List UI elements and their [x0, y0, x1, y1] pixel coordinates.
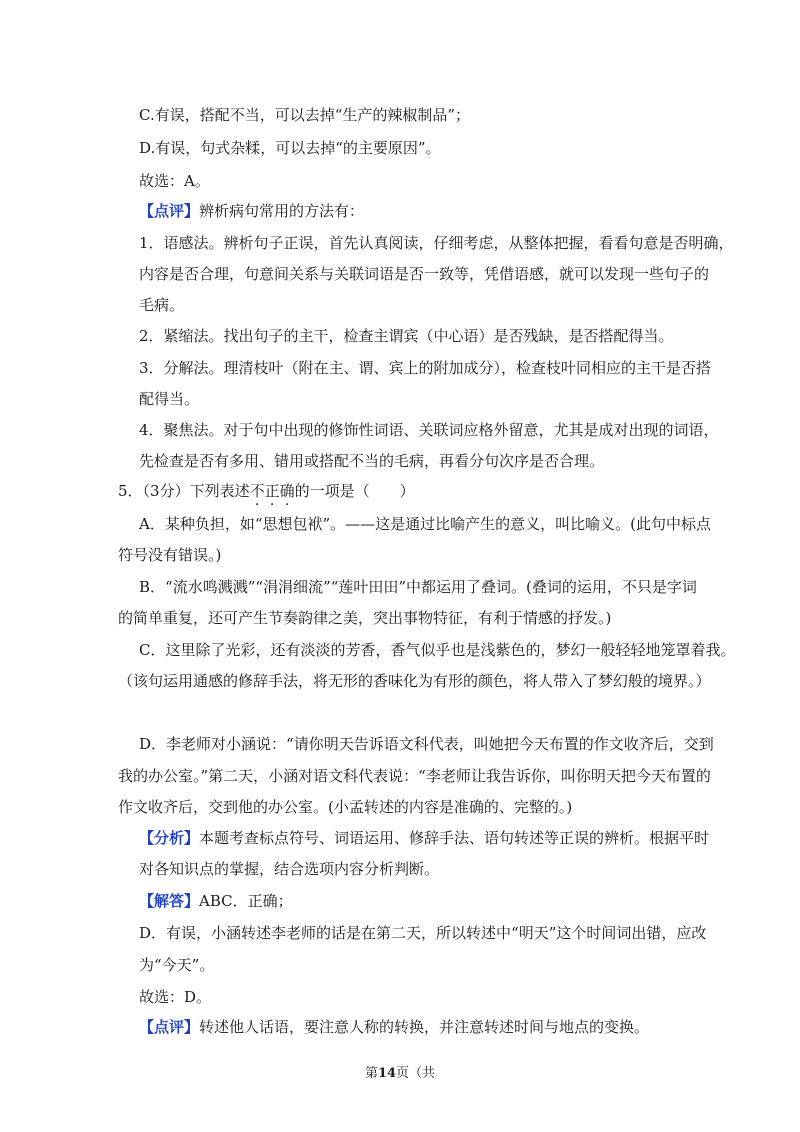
footer-suffix: 页（共	[396, 1066, 436, 1081]
comment-text: 辨析病句常用的方法有：	[199, 202, 365, 220]
method-3-line-1: 3．分解法。理清枝叶（附在主、谓、宾上的附加成分），检查枝叶同相应的主干是否搭	[139, 359, 712, 377]
method-4-line-2: 先检查是否有多用、错用或搭配不当的毛病，再看分句次序是否合理。	[139, 452, 605, 470]
option-d-line-3: 作文收齐后，交到他的办公室。(小孟转述的内容是准确的、完整的。)	[118, 798, 573, 816]
emphasis-char-1: 不	[249, 482, 265, 500]
method-2: 2．紧缩法。找出句子的主干，检查主谓宾（中心语）是否残缺，是否搭配得当。	[139, 327, 674, 345]
comment-tag: 【点评】	[139, 202, 200, 220]
option-d-line-1: D．李老师对小涵说：“请你明天告诉语文科代表，叫她把今天布置的作文收齐后，交到	[139, 735, 714, 753]
emphasis-char-2: 正	[264, 482, 280, 500]
option-d-line-2: 我的办公室。”第二天，小涵对语文科代表说：“李老师让我告诉你，叫你明天把今天布置的	[118, 767, 711, 785]
method-4-line-1: 4．聚焦法。对于句中出现的修饰性词语、关联词应格外留意，尤其是成对出现的词语，	[139, 421, 719, 439]
final-comment	[139, 1017, 649, 1037]
solution-text: ABC．正确；	[199, 892, 293, 910]
answer-choice-d: 故选：D。	[139, 988, 212, 1006]
analysis-line-2: 对各知识点的掌握，结合选项内容分析判断。	[139, 860, 440, 878]
option-b-line-2: 的简单重复，还可产生节奏韵律之美，突出事物特征，有利于情感的抒发。)	[118, 609, 612, 627]
solution-line-3: 为“今天”。	[139, 956, 215, 974]
analysis-heading	[139, 828, 709, 848]
footer-prefix: 第	[364, 1066, 378, 1081]
solution-line-2: D．有误，小涵转述李老师的话是在第二天，所以转述中“明天”这个时间词出错，应改	[139, 924, 707, 942]
question-5-prefix: 5．（3分）下列表述	[118, 482, 250, 500]
method-1-line-1: 1．语感法。辨析句子正误，首先认真阅读，仔细考虑，从整体把握，看看句意是否明确，	[139, 234, 734, 252]
option-c-line-2: （该句运用通感的修辞手法，将无形的香味化为有形的颜色，将人带入了梦幻般的境界。）	[118, 672, 711, 690]
option-c-review: C.有误，搭配不当，可以去掉“生产的辣椒制品”；	[139, 106, 471, 124]
answer-choice-a: 故选：A。	[139, 172, 210, 190]
option-a-line-1: A．某种负担，如“思想包袱”。——这是通过比喻产生的意义，叫比喻义。(此句中标点	[139, 515, 712, 533]
solution-tag: 【解答】	[139, 892, 200, 910]
option-c-line-1: C．这里除了光彩，还有淡淡的芳香，香气似乎也是浅紫色的，梦幻一般轻轻地笼罩着我。	[139, 641, 736, 659]
option-d-review: D.有误，句式杂糅，可以去掉“的主要原因”。	[139, 139, 441, 157]
analysis-tag: 【分析】	[139, 829, 200, 847]
method-1-line-2: 内容是否合理，句意间关系与关联词语是否一致等，凭借语感，就可以发现一些句子的	[139, 265, 710, 283]
final-comment-text: 转述他人话语，要注意人称的转换，并注意转述时间与地点的变换。	[199, 1018, 650, 1036]
page-footer	[0, 1065, 800, 1083]
question-5-stem	[118, 481, 415, 501]
footer-page-number: 14	[377, 1066, 397, 1081]
method-3-line-2: 配得当。	[139, 390, 200, 408]
analysis-text: 本题考查标点符号、词语运用、修辞手法、语句转述等正误的辨析。根据平时	[199, 829, 710, 847]
solution-heading	[139, 891, 293, 911]
comment-heading	[139, 201, 364, 221]
option-b-line-1: B．“流水鸣溅溅”“涓涓细流”“莲叶田田”中都运用了叠词。(叠词的运用，不只是字词	[139, 578, 697, 596]
method-1-line-3: 毛病。	[139, 296, 185, 314]
option-a-line-2: 符号没有错误。)	[118, 546, 222, 564]
question-5-suffix: 的一项是（ ）	[294, 482, 415, 500]
final-comment-tag: 【点评】	[139, 1018, 200, 1036]
emphasis-char-3: 确	[279, 482, 295, 500]
